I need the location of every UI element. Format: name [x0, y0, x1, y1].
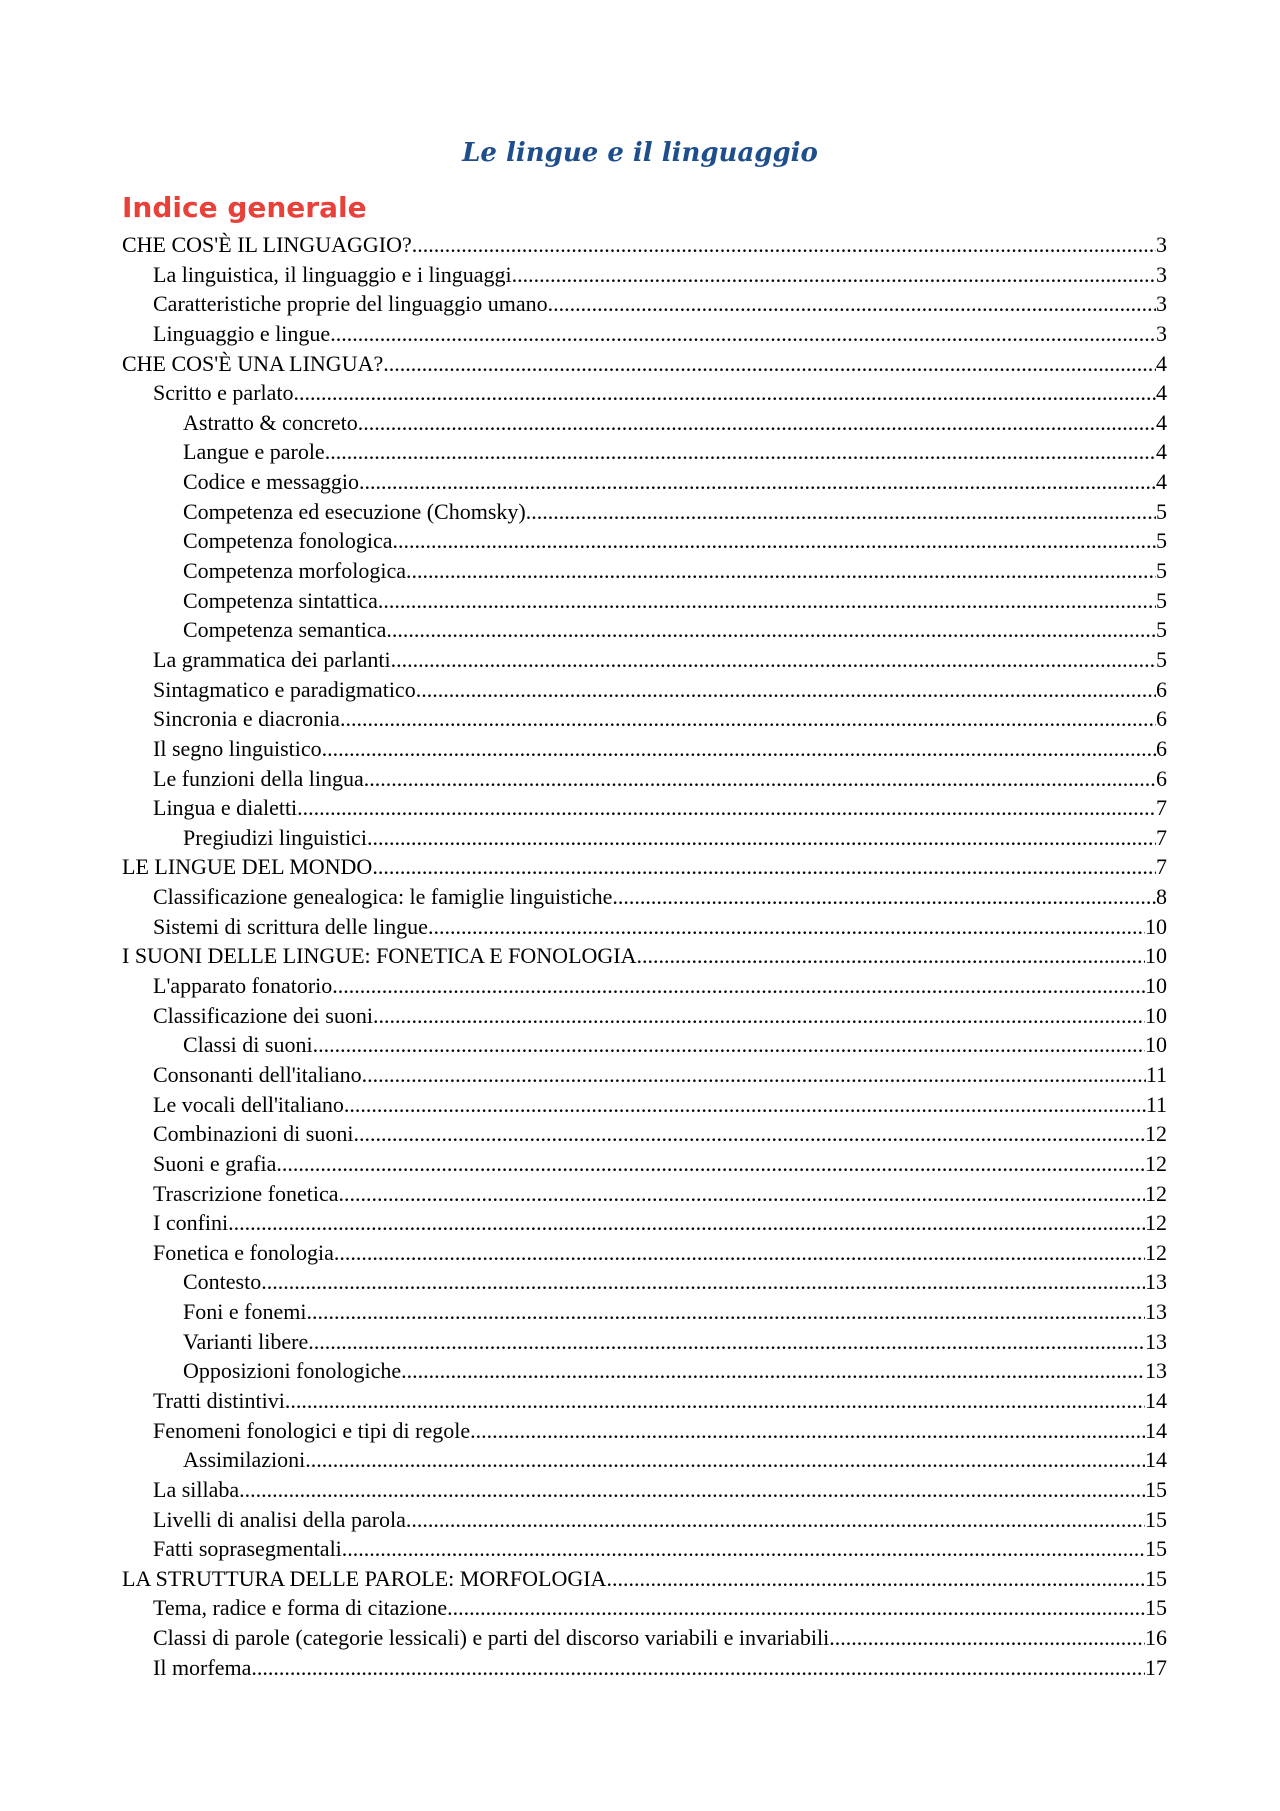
toc-entry[interactable] [122, 1564, 1167, 1594]
toc-entry-title: CHE COS'È IL LINGUAGGIO? [122, 232, 412, 257]
toc-entry-page-number: 13 [1145, 1328, 1167, 1354]
document-title: Le lingue e il linguaggio [462, 138, 818, 168]
toc-dot-leader [313, 1030, 1145, 1060]
toc-dot-leader [512, 260, 1156, 290]
toc-entry[interactable] [122, 526, 1167, 556]
toc-entry-title: I SUONI DELLE LINGUE: FONETICA E FONOLOGIA [122, 943, 637, 969]
toc-dot-leader [297, 793, 1156, 823]
toc-dot-leader [239, 1475, 1145, 1505]
toc-dot-leader [378, 586, 1156, 616]
toc-entry-title: L'apparato fonatorio [153, 973, 333, 999]
toc-entry-title: La grammatica dei parlanti [153, 646, 391, 672]
toc-entry-title: Il segno linguistico [153, 735, 322, 761]
toc-entry-title: Fonetica e fonologia [153, 1239, 334, 1265]
toc-dot-leader [362, 1060, 1146, 1090]
toc-entry-title: Assimilazioni [183, 1447, 306, 1473]
toc-dot-leader [294, 378, 1156, 408]
toc-entry[interactable] [122, 1208, 1167, 1238]
toc-entry-page-number: 13 [1145, 1269, 1167, 1295]
toc-entry[interactable] [122, 764, 1167, 794]
toc-entry-title: Suoni e grafia [153, 1150, 277, 1176]
toc-entry-title: Classificazione genealogica: le famiglie linguistiche [153, 884, 613, 910]
toc-entry[interactable] [122, 1445, 1167, 1475]
toc-dot-leader [340, 704, 1156, 734]
table-of-contents [122, 230, 1167, 1682]
toc-entry-page-number: 12 [1145, 1180, 1167, 1206]
toc-entry-title: Codice e messaggio [183, 469, 359, 495]
toc-dot-leader [412, 230, 1156, 260]
toc-dot-leader [606, 1564, 1145, 1594]
toc-entry[interactable] [122, 1416, 1167, 1446]
toc-entry-title: CHE COS'È UNA LINGUA? [122, 350, 384, 376]
toc-dot-leader [342, 1534, 1145, 1564]
toc-dot-leader [470, 1416, 1145, 1446]
toc-entry[interactable] [122, 1327, 1167, 1357]
toc-entry-page-number: 10 [1145, 943, 1167, 969]
toc-entry[interactable] [122, 1297, 1167, 1327]
toc-entry[interactable] [122, 556, 1167, 586]
toc-entry-page-number: 5 [1156, 617, 1167, 643]
toc-entry-page-number: 11 [1145, 1091, 1167, 1117]
toc-entry[interactable] [122, 1623, 1167, 1653]
toc-entry-page-number: 7 [1156, 824, 1167, 850]
toc-dot-leader [406, 556, 1156, 586]
toc-entry[interactable] [122, 1356, 1167, 1386]
toc-entry-page-number: 14 [1145, 1447, 1167, 1473]
toc-entry-page-number: 4 [1156, 380, 1167, 406]
toc-dot-leader [548, 289, 1156, 319]
toc-entry[interactable] [122, 1238, 1167, 1268]
toc-entry[interactable] [122, 1030, 1167, 1060]
toc-entry-title: Opposizioni fonologiche [183, 1358, 402, 1384]
toc-dot-leader [353, 1119, 1145, 1149]
toc-entry-page-number: 5 [1156, 646, 1167, 672]
toc-dot-leader [428, 912, 1145, 942]
toc-entry-page-number: 16 [1145, 1625, 1167, 1651]
toc-entry-title: Classi di suoni [183, 1032, 313, 1058]
toc-entry-title: Tema, radice e forma di citazione [153, 1595, 448, 1621]
toc-entry-page-number: 6 [1156, 706, 1167, 732]
toc-dot-leader [285, 1386, 1145, 1416]
toc-entry[interactable] [122, 1090, 1167, 1120]
toc-dot-leader [322, 734, 1156, 764]
toc-entry-page-number: 12 [1145, 1210, 1167, 1236]
toc-dot-leader [364, 764, 1156, 794]
toc-entry-page-number: 5 [1156, 498, 1167, 524]
toc-dot-leader [332, 971, 1145, 1001]
toc-entry-page-number: 3 [1156, 291, 1167, 317]
toc-entry[interactable] [122, 823, 1167, 853]
toc-entry-page-number: 4 [1156, 469, 1167, 495]
toc-entry-page-number: 3 [1156, 232, 1167, 257]
toc-dot-leader [372, 852, 1156, 882]
toc-entry[interactable] [122, 1386, 1167, 1416]
toc-dot-leader [334, 1238, 1145, 1268]
toc-entry[interactable] [122, 1060, 1167, 1090]
toc-entry-page-number: 8 [1156, 884, 1167, 910]
toc-entry-page-number: 7 [1156, 795, 1167, 821]
toc-entry-title: Combinazioni di suoni [153, 1121, 354, 1147]
toc-entry[interactable] [122, 408, 1167, 438]
toc-dot-leader [344, 1090, 1146, 1120]
toc-entry-page-number: 4 [1156, 350, 1167, 376]
toc-entry-title: Il morfema [153, 1654, 252, 1680]
toc-entry[interactable] [122, 1001, 1167, 1031]
toc-entry-title: Linguaggio e lingue [153, 320, 331, 346]
toc-dot-leader [406, 1505, 1145, 1535]
toc-entry-title: Pregiudizi linguistici [183, 824, 367, 850]
toc-entry-page-number: 15 [1145, 1506, 1167, 1532]
toc-entry-page-number: 10 [1145, 913, 1167, 939]
toc-dot-leader [637, 941, 1146, 971]
toc-entry-title: La sillaba [153, 1476, 240, 1502]
toc-entry-page-number: 12 [1145, 1239, 1167, 1265]
toc-dot-leader [612, 882, 1156, 912]
toc-entry-title: Foni e fonemi [183, 1299, 307, 1325]
toc-dot-leader [829, 1623, 1145, 1653]
toc-dot-leader [228, 1208, 1145, 1238]
toc-entry[interactable] [122, 912, 1167, 942]
toc-entry[interactable] [122, 497, 1167, 527]
toc-entry-title: Tratti distintivi [153, 1387, 285, 1413]
toc-entry[interactable] [122, 289, 1167, 319]
toc-dot-leader [373, 1001, 1145, 1031]
toc-entry[interactable] [122, 1267, 1167, 1297]
toc-entry-title: Sincronia e diacronia [153, 706, 340, 732]
toc-dot-leader [308, 1327, 1145, 1357]
toc-entry-page-number: 5 [1156, 528, 1167, 554]
toc-entry-title: Classificazione dei suoni [153, 1002, 373, 1028]
toc-dot-leader [447, 1593, 1145, 1623]
toc-entry-title: Caratteristiche proprie del linguaggio umano [153, 291, 548, 317]
toc-dot-leader [367, 823, 1156, 853]
toc-entry-page-number: 6 [1156, 735, 1167, 761]
toc-entry[interactable] [122, 1119, 1167, 1149]
toc-entry-page-number: 3 [1156, 320, 1167, 346]
toc-entry[interactable] [122, 260, 1167, 290]
toc-dot-leader [359, 467, 1156, 497]
toc-dot-leader [383, 349, 1156, 379]
toc-entry-page-number: 14 [1145, 1417, 1167, 1443]
toc-entry[interactable] [122, 1593, 1167, 1623]
toc-dot-leader [251, 1653, 1145, 1683]
toc-entry[interactable] [122, 793, 1167, 823]
toc-entry[interactable] [122, 349, 1167, 379]
toc-entry-page-number: 13 [1145, 1299, 1167, 1325]
toc-entry-page-number: 13 [1145, 1358, 1167, 1384]
toc-dot-leader [305, 1445, 1145, 1475]
toc-entry[interactable] [122, 1505, 1167, 1535]
toc-entry-title: Fenomeni fonologici e tipi di regole [153, 1417, 471, 1443]
toc-entry-page-number: 15 [1145, 1595, 1167, 1621]
toc-entry-page-number: 4 [1156, 439, 1167, 465]
toc-entry-page-number: 14 [1145, 1387, 1167, 1413]
toc-dot-leader [339, 1179, 1145, 1209]
toc-entry-title: LA STRUTTURA DELLE PAROLE: MORFOLOGIA [122, 1565, 607, 1591]
toc-entry[interactable] [122, 882, 1167, 912]
toc-entry-title: Astratto & concreto [183, 409, 358, 435]
toc-entry-title: Sistemi di scrittura delle lingue [153, 913, 428, 939]
toc-entry-title: Langue e parole [183, 439, 325, 465]
toc-entry-page-number: 11 [1145, 1061, 1167, 1087]
toc-entry-title: Le vocali dell'italiano [153, 1091, 344, 1117]
toc-entry[interactable] [122, 1653, 1167, 1683]
toc-entry-title: Sintagmatico e paradigmatico [153, 676, 416, 702]
toc-entry[interactable] [122, 378, 1167, 408]
toc-dot-leader [526, 497, 1156, 527]
toc-entry-page-number: 7 [1156, 854, 1167, 880]
toc-entry-page-number: 5 [1156, 587, 1167, 613]
toc-entry-page-number: 15 [1145, 1565, 1167, 1591]
toc-entry-title: Consonanti dell'italiano [153, 1061, 362, 1087]
toc-entry-title: Competenza semantica [183, 617, 387, 643]
toc-entry-page-number: 10 [1145, 1002, 1167, 1028]
toc-entry[interactable] [122, 675, 1167, 705]
toc-entry-page-number: 12 [1145, 1121, 1167, 1147]
toc-entry[interactable] [122, 734, 1167, 764]
toc-entry-page-number: 6 [1156, 676, 1167, 702]
toc-entry[interactable] [122, 319, 1167, 349]
toc-entry-page-number: 3 [1156, 261, 1167, 287]
toc-entry-title: La linguistica, il linguaggio e i linguaggi [153, 261, 512, 287]
toc-dot-leader [416, 675, 1156, 705]
toc-dot-leader [276, 1149, 1145, 1179]
toc-entry-title: Fatti soprasegmentali [153, 1536, 342, 1562]
toc-entry-page-number: 15 [1145, 1476, 1167, 1502]
toc-dot-leader [386, 615, 1156, 645]
toc-entry[interactable] [122, 230, 1167, 260]
toc-entry-title: Competenza ed esecuzione (Chomsky) [183, 498, 526, 524]
toc-entry-title: LE LINGUE DEL MONDO [122, 854, 373, 880]
toc-dot-leader [401, 1356, 1145, 1386]
toc-entry-title: Competenza sintattica [183, 587, 378, 613]
toc-dot-leader [330, 319, 1156, 349]
toc-entry-title: Livelli di analisi della parola [153, 1506, 406, 1532]
toc-dot-leader [391, 645, 1156, 675]
toc-entry-page-number: 4 [1156, 409, 1167, 435]
toc-dot-leader [358, 408, 1156, 438]
toc-entry[interactable] [122, 852, 1167, 882]
toc-entry-page-number: 17 [1145, 1654, 1167, 1680]
toc-entry[interactable] [122, 586, 1167, 616]
toc-entry-title: Varianti libere [183, 1328, 309, 1354]
toc-entry-page-number: 10 [1145, 1032, 1167, 1058]
toc-dot-leader [325, 437, 1156, 467]
toc-entry[interactable] [122, 941, 1167, 971]
toc-entry[interactable] [122, 971, 1167, 1001]
toc-entry-title: Le funzioni della lingua [153, 765, 364, 791]
toc-entry[interactable] [122, 467, 1167, 497]
toc-entry-title: Trascrizione fonetica [153, 1180, 339, 1206]
toc-dot-leader [306, 1297, 1145, 1327]
toc-entry-title: I confini [153, 1210, 229, 1236]
toc-entry[interactable] [122, 1534, 1167, 1564]
toc-entry[interactable] [122, 645, 1167, 675]
toc-dot-leader [393, 526, 1156, 556]
toc-entry[interactable] [122, 1149, 1167, 1179]
toc-entry[interactable] [122, 704, 1167, 734]
toc-entry-title: Lingua e dialetti [153, 795, 298, 821]
toc-dot-leader [261, 1267, 1145, 1297]
toc-entry-page-number: 12 [1145, 1150, 1167, 1176]
toc-entry-page-number: 15 [1145, 1536, 1167, 1562]
toc-entry[interactable] [122, 437, 1167, 467]
toc-entry-page-number: 6 [1156, 765, 1167, 791]
toc-entry-page-number: 10 [1145, 973, 1167, 999]
toc-entry-title: Competenza fonologica [183, 528, 393, 554]
toc-entry[interactable] [122, 1475, 1167, 1505]
toc-entry[interactable] [122, 615, 1167, 645]
toc-entry-title: Contesto [183, 1269, 262, 1295]
toc-entry[interactable] [122, 1179, 1167, 1209]
toc-entry-title: Scritto e parlato [153, 380, 294, 406]
toc-entry-page-number: 5 [1156, 558, 1167, 584]
toc-entry-title: Classi di parole (categorie lessicali) e parti del discorso variabili e invariabili [153, 1625, 830, 1651]
toc-heading: Indice generale [122, 191, 367, 224]
toc-entry-title: Competenza morfologica [183, 558, 406, 584]
